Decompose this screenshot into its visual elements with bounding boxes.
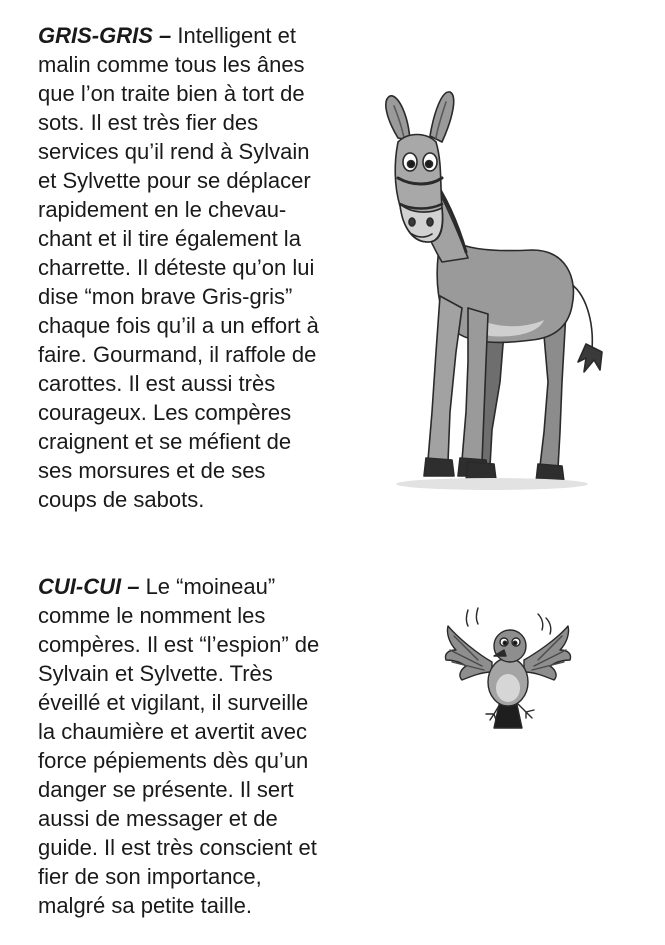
text-line: la chaumière et avertit avec	[38, 719, 308, 744]
text-line: Sylvain et Sylvette. Très	[38, 661, 273, 686]
text-line: malin comme tous les ânes	[38, 52, 305, 77]
text-line: faire. Gourmand, il raffole de	[38, 342, 317, 367]
leg-right	[518, 704, 534, 718]
entry-first-line	[38, 21, 368, 50]
character-entry-cuicui	[38, 572, 368, 920]
wing-right	[524, 626, 571, 680]
donkey-illustration	[372, 82, 612, 497]
breast	[496, 674, 520, 702]
text-line: comme le nomment les	[38, 603, 266, 628]
text-line: ses morsures et de ses	[38, 458, 266, 483]
motion-line	[546, 618, 551, 634]
nostril	[409, 218, 415, 226]
text-line: guide. Il est très conscient et	[38, 835, 317, 860]
text-line: malgré sa petite taille.	[38, 893, 252, 918]
text-line: force pépiements dès qu’un	[38, 748, 309, 773]
wing-left	[445, 626, 492, 680]
hoof	[424, 458, 454, 476]
pupil	[503, 641, 507, 645]
tail-tuft	[578, 344, 602, 372]
text-line: compères. Il est “l’espion” de	[38, 632, 320, 657]
character-name: CUI-CUI –	[38, 574, 140, 599]
text-line: charrette. Il déteste qu’on lui	[38, 255, 315, 280]
text-line: dise “mon brave Gris-gris”	[38, 284, 293, 309]
text-line: carottes. Il est aussi très	[38, 371, 276, 396]
character-entry-grisgris	[38, 21, 368, 514]
pupil	[408, 161, 415, 168]
text-line: fier de son importance,	[38, 864, 262, 889]
text-line: rapidement en le chevau-	[38, 197, 287, 222]
motion-line	[538, 614, 543, 630]
text-line: éveillé et vigilant, il surveille	[38, 690, 309, 715]
head	[494, 630, 526, 662]
text-line: chaque fois qu’il a un effort à	[38, 313, 319, 338]
text-line: Le “moineau”	[139, 574, 276, 599]
text-line: coups de sabots.	[38, 487, 205, 512]
text-line: danger se présente. Il sert	[38, 777, 294, 802]
text-line: craignent et se méfient de	[38, 429, 292, 454]
nostril	[427, 218, 433, 226]
text-line: sots. Il est très fier des	[38, 110, 259, 135]
text-line: chant et il tire également la	[38, 226, 301, 251]
sparrow-illustration	[438, 604, 578, 734]
pupil	[513, 641, 517, 645]
text-line: que l’on traite bien à tort de	[38, 81, 305, 106]
text-line: aussi de messager et de	[38, 806, 278, 831]
character-name: GRIS-GRIS –	[38, 23, 172, 48]
text-line: services qu’il rend à Sylvain	[38, 139, 310, 164]
text-line: courageux. Les compères	[38, 400, 292, 425]
pupil	[426, 161, 433, 168]
entry-first-line	[38, 572, 368, 601]
text-line: et Sylvette pour se déplacer	[38, 168, 311, 193]
front-leg-left	[428, 296, 462, 462]
hoof	[466, 462, 496, 480]
motion-line	[467, 610, 469, 626]
text-line: Intelligent et	[171, 23, 296, 48]
motion-line	[477, 608, 479, 624]
ground-shadow	[396, 478, 588, 490]
